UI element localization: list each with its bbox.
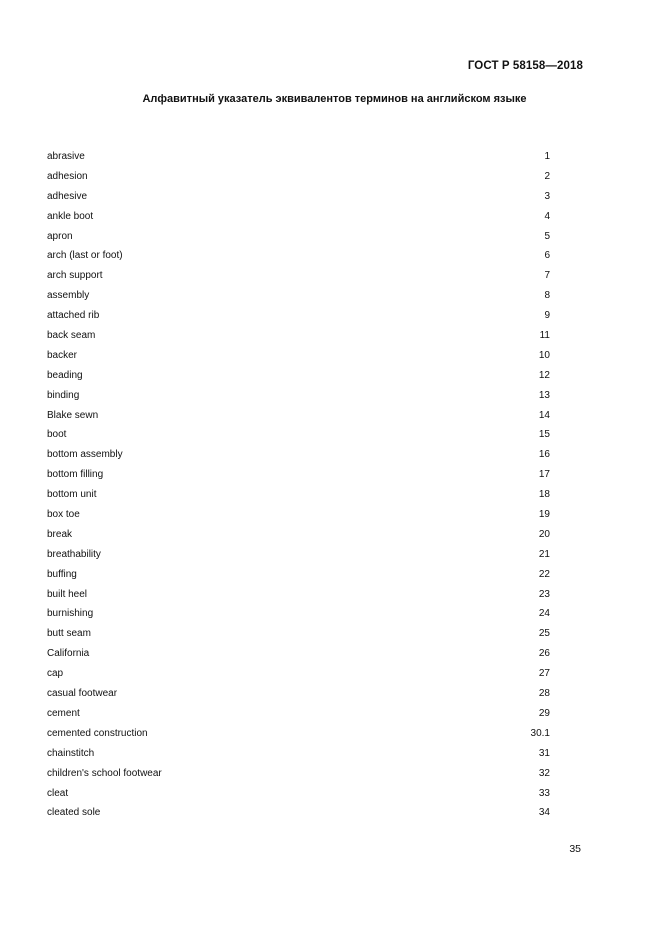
- index-term: abrasive: [47, 151, 85, 162]
- index-term-number: 29: [538, 707, 550, 719]
- index-entry: [47, 425, 550, 445]
- index-term: chainstitch: [47, 747, 95, 759]
- index-term-number: 31: [538, 747, 550, 759]
- index-term-number: 20: [538, 528, 550, 540]
- index-term-number: 11: [539, 330, 550, 342]
- index-entry: [47, 326, 550, 346]
- index-term-number: 18: [538, 489, 550, 501]
- index-term: back seam: [47, 330, 96, 342]
- index-term-number: 19: [538, 509, 550, 521]
- index-entry: [47, 505, 550, 525]
- index-term: beading: [47, 369, 83, 381]
- index-term: cleated sole: [47, 807, 101, 819]
- index-term-number: 23: [538, 588, 550, 600]
- index-term-number: 21: [538, 548, 550, 560]
- index-term-number: 13: [538, 389, 550, 401]
- index-entry: [47, 744, 550, 764]
- index-term: apron: [47, 230, 73, 242]
- index-entry: [47, 286, 550, 306]
- index-term-number: 24: [538, 608, 550, 620]
- index-term-number: 17: [538, 469, 550, 481]
- index-entry: [47, 227, 550, 247]
- index-term: backer: [47, 349, 78, 361]
- page-number: 35: [569, 843, 581, 855]
- index-entry: [47, 306, 550, 326]
- index-entry: [47, 525, 550, 545]
- index-entry: [47, 764, 550, 784]
- index-term: box toe: [47, 509, 80, 521]
- index-title: Алфавитный указатель эквивалентов терминов на английском языке: [142, 93, 527, 105]
- term-index-list: [47, 147, 550, 823]
- index-term: cleat: [47, 787, 69, 799]
- index-entry: [47, 644, 550, 664]
- index-term: arch support: [47, 270, 103, 282]
- index-term: arch (last or foot): [47, 250, 123, 262]
- index-term: Blake sewn: [47, 409, 99, 421]
- index-term-number: 33: [538, 787, 550, 799]
- index-entry: [47, 784, 550, 804]
- index-term: adhesion: [47, 170, 88, 182]
- index-entry: [47, 624, 550, 644]
- index-term: bottom unit: [47, 489, 97, 501]
- index-term: ankle boot: [47, 210, 94, 222]
- index-term: California: [47, 648, 90, 660]
- index-term-number: 28: [538, 688, 550, 700]
- index-entry: [47, 485, 550, 505]
- index-entry: [47, 585, 550, 605]
- index-term-number: 26: [538, 648, 550, 660]
- index-entry: [47, 684, 550, 704]
- index-term-number: 5: [544, 230, 550, 242]
- index-term: bottom filling: [47, 469, 104, 481]
- index-term: built heel: [47, 588, 88, 600]
- index-term-number: 3: [544, 190, 550, 202]
- index-entry: [47, 604, 550, 624]
- index-term: adhesive: [47, 190, 88, 202]
- index-term-number: 15: [538, 429, 550, 441]
- index-term: butt seam: [47, 628, 91, 640]
- index-entry: [47, 406, 550, 426]
- index-entry: [47, 465, 550, 485]
- document-code: ГОСТ Р 58158—2018: [467, 60, 583, 72]
- index-term-number: 34: [538, 807, 550, 819]
- index-term: cap: [47, 668, 64, 680]
- index-term: breathability: [47, 548, 101, 560]
- index-term-number: 2: [544, 170, 550, 182]
- index-term-number: 10: [538, 349, 550, 361]
- index-term-number: 7: [544, 270, 550, 282]
- index-term-number: 27: [538, 668, 550, 680]
- index-term: bottom assembly: [47, 449, 123, 461]
- index-term: children's school footwear: [47, 767, 162, 779]
- index-entry: [47, 246, 550, 266]
- index-term: casual footwear: [47, 688, 118, 700]
- index-entry: [47, 266, 550, 286]
- index-term-number: 25: [538, 628, 550, 640]
- index-entry: [47, 187, 550, 207]
- index-term-number: 30.1: [530, 727, 550, 739]
- index-term-number: 16: [538, 449, 550, 461]
- index-entry: [47, 664, 550, 684]
- index-entry: [47, 803, 550, 823]
- index-entry: [47, 147, 550, 167]
- index-term-number: 22: [538, 568, 550, 580]
- index-entry: [47, 386, 550, 406]
- index-entry: [47, 565, 550, 585]
- index-term: buffing: [47, 568, 77, 580]
- index-term-number: 12: [538, 369, 550, 381]
- index-term-number: 9: [544, 310, 550, 322]
- index-entry: [47, 724, 550, 744]
- index-entry: [47, 366, 550, 386]
- index-term: break: [47, 528, 73, 540]
- index-term-number: 6: [544, 250, 550, 262]
- index-entry: [47, 167, 550, 187]
- index-entry: [47, 445, 550, 465]
- index-term: boot: [47, 429, 67, 441]
- index-term-number: 8: [544, 290, 550, 302]
- index-entry: [47, 346, 550, 366]
- index-entry: [47, 704, 550, 724]
- index-term: cement: [47, 707, 80, 719]
- index-entry: [47, 545, 550, 565]
- index-term-number: 32: [538, 767, 550, 779]
- index-term-number: 1: [544, 151, 550, 162]
- index-term: assembly: [47, 290, 90, 302]
- index-term: binding: [47, 389, 80, 401]
- index-term: cemented construction: [47, 727, 148, 739]
- index-term: attached rib: [47, 310, 100, 322]
- index-term: burnishing: [47, 608, 94, 620]
- index-term-number: 4: [544, 210, 550, 222]
- index-entry: [47, 207, 550, 227]
- index-term-number: 14: [538, 409, 550, 421]
